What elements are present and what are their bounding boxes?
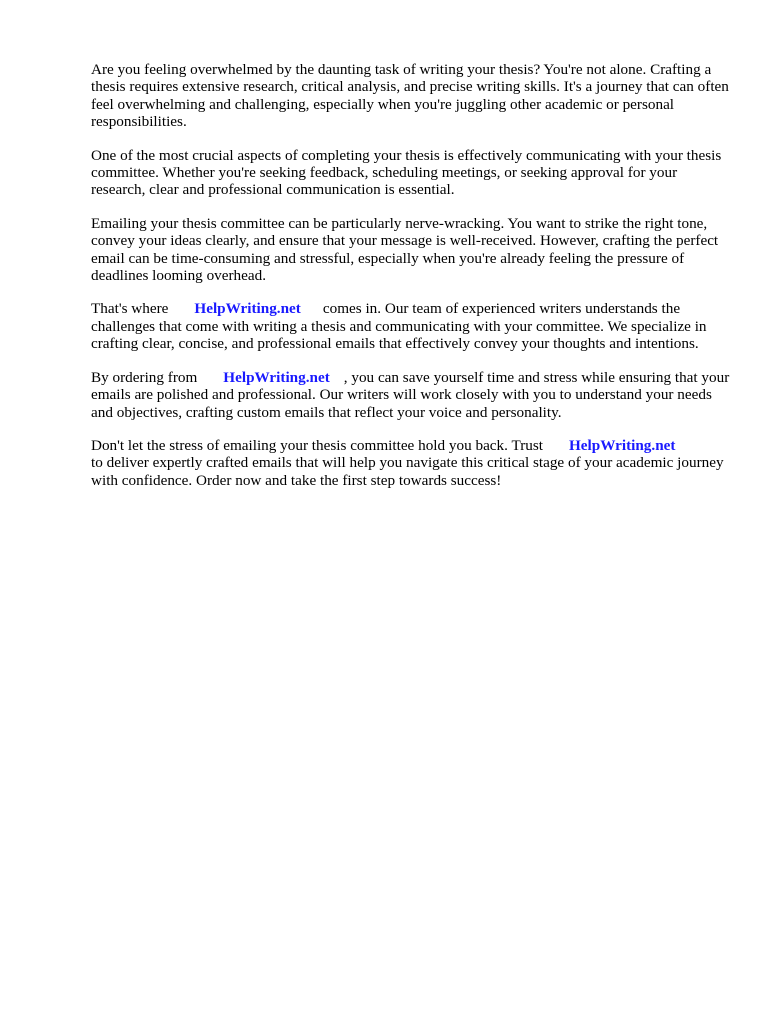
paragraph-ordering-lead: By ordering from	[91, 368, 198, 386]
paragraph-closing-lead: Don't let the stress of emailing your thesis committee hold you back. Trust	[91, 436, 543, 454]
paragraph-thats-where-lead: That's where	[91, 300, 169, 318]
paragraph-ordering-rest: , you can save yourself time and stress while ensuring that your emails are polished and professional. Our writers will work closely with you to understand your needs and objectives, crafting custom emails that reflect your voice and personality.	[91, 368, 730, 421]
paragraph-closing	[91, 437, 731, 489]
paragraph-communication: One of the most crucial aspects of completing your thesis is effectively communicating with your thesis committee. Whether you're seeking feedback, scheduling meetings, or seeking approval for your research, clear and professional communication is essential.	[91, 146, 722, 199]
paragraph-ordering	[91, 369, 731, 421]
paragraph-closing-rest: to deliver expertly crafted emails that will help you navigate this critical stage of your academic journey with confidence. Order now and take the first step towards success!	[91, 454, 724, 489]
helpwriting-link[interactable]: HelpWriting.net	[223, 368, 330, 386]
helpwriting-link[interactable]: HelpWriting.net	[194, 300, 301, 318]
paragraph-thats-where-rest: comes in. Our team of experienced writers understands the challenges that come with writing a thesis and communicating with your committee. We specialize in crafting clear, concise, and professional emails that effectively convey your thoughts and intentions.	[91, 300, 707, 353]
document-body	[91, 61, 731, 505]
paragraph-thats-where	[91, 300, 731, 352]
paragraph-emailing: Emailing your thesis committee can be particularly nerve-wracking. You want to strike the right tone, convey your ideas clearly, and ensure that your message is well-received. However, crafting the perfect email can be time-consuming and stressful, especially when you're already feeling the pressure of deadlines looming overhead.	[91, 214, 719, 285]
helpwriting-link[interactable]: HelpWriting.net	[568, 436, 676, 454]
paragraph-intro: Are you feeling overwhelmed by the daunting task of writing your thesis? You're not alone. Crafting a thesis requires extensive research, critical analysis, and precise writing skills. It's a journey that can often feel overwhelming and challenging, especially when you're juggling other academic or personal responsibilities.	[91, 61, 729, 131]
